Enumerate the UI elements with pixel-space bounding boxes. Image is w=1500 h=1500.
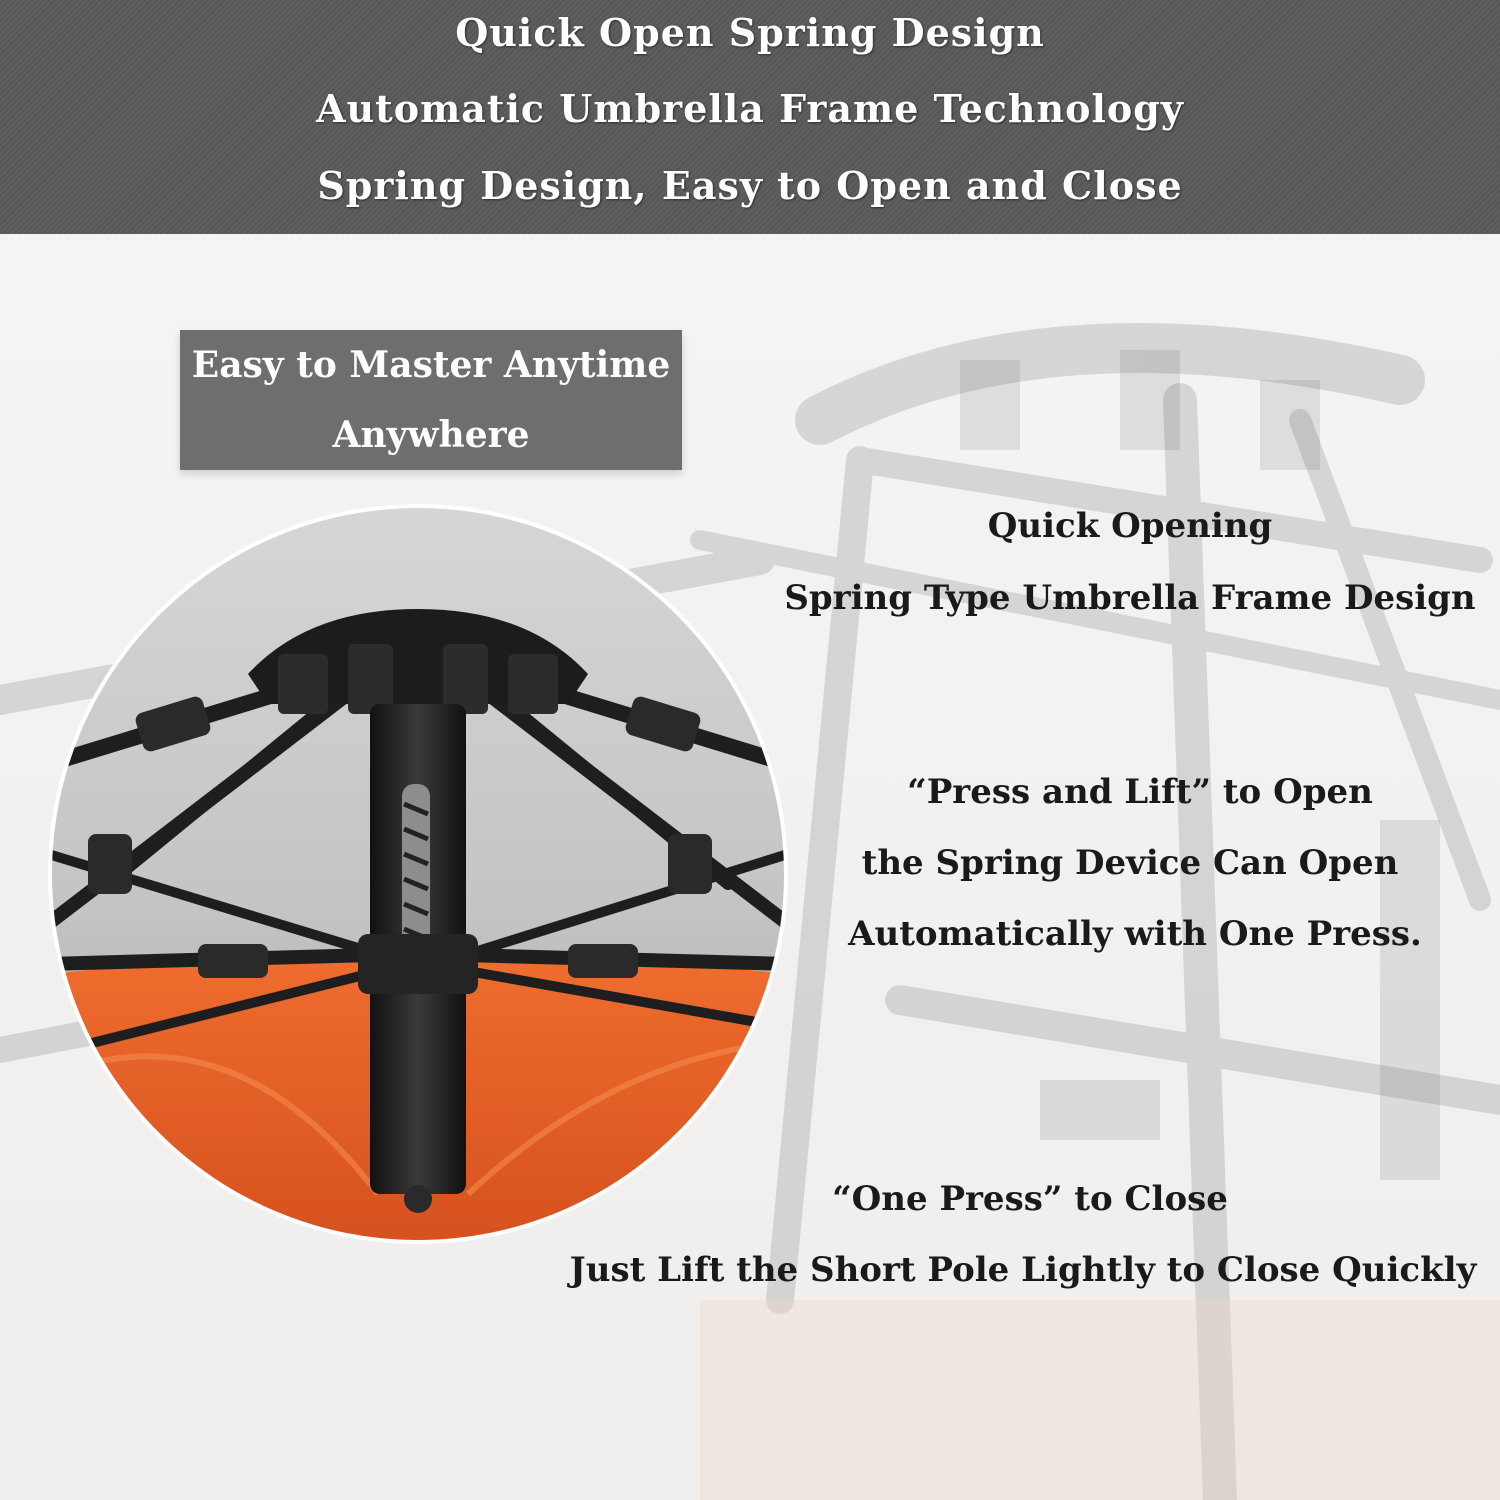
header-tagline: Spring Design, Easy to Open and Close — [317, 163, 1183, 208]
press-lift-desc1: the Spring Device Can Open — [861, 843, 1399, 883]
press-lift-desc2: Automatically with One Press. — [848, 914, 1422, 954]
badge-line2: Anywhere — [332, 414, 530, 456]
header-title: Quick Open Spring Design — [455, 10, 1045, 55]
one-press-desc: Just Lift the Short Pole Lightly to Close Quickly — [569, 1250, 1477, 1290]
spring-mechanism-photo — [48, 504, 788, 1244]
one-press-title: “One Press” to Close — [832, 1179, 1228, 1219]
header-banner — [0, 0, 1500, 234]
header-subtitle: Automatic Umbrella Frame Technology — [316, 86, 1184, 131]
quick-opening-desc: Spring Type Umbrella Frame Design — [784, 578, 1476, 618]
easy-master-badge — [180, 330, 682, 470]
quick-opening-title: Quick Opening — [987, 506, 1273, 546]
badge-line1: Easy to Master Anytime — [191, 344, 671, 386]
press-lift-title: “Press and Lift” to Open — [907, 772, 1373, 812]
